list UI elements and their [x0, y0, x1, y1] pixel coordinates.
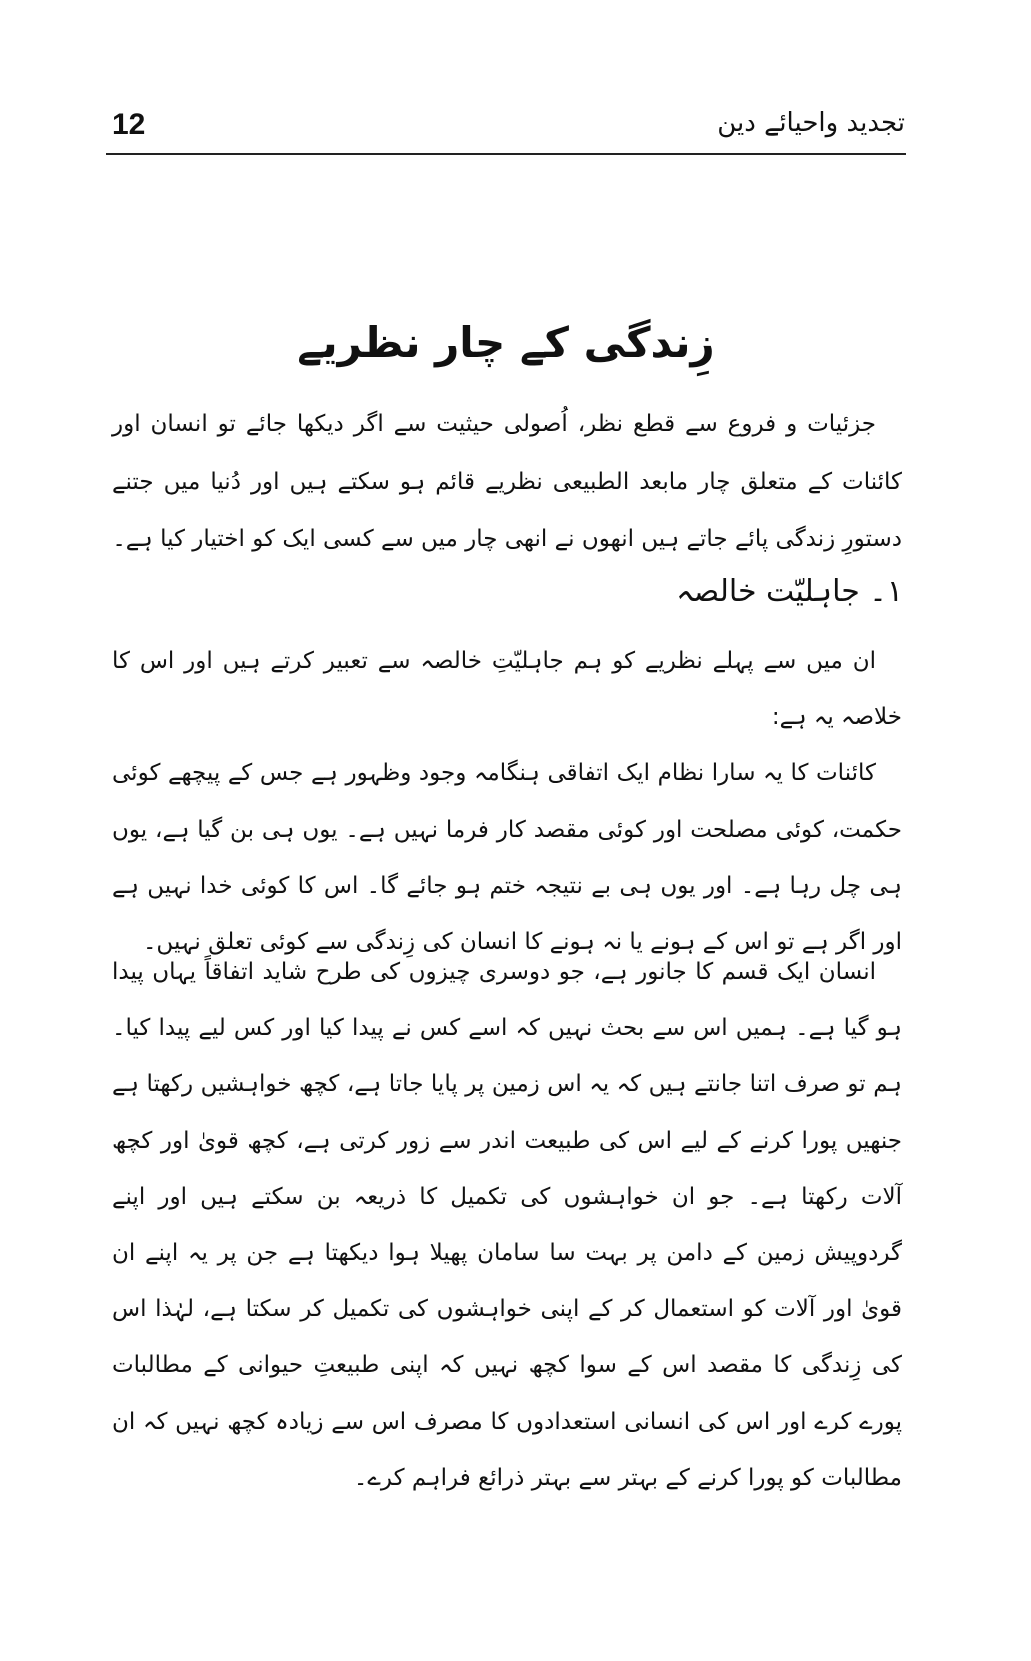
chapter-title: زِندگی کے چار نظریے	[297, 318, 715, 367]
section-lead: ان میں سے پہلے نظریے کو ہم جاہلیّتِ خالصہ سے تعبیر کرتے ہیں اور اس کا خلاصہ یہ ہے:	[112, 648, 902, 731]
paragraph-human: انسان ایک قسم کا جانور ہے، جو دوسری چیزوں کی طرح شاید اتفاقاً یہاں پیدا ہو گیا ہے۔ ہمیں اس سے بحث نہیں کہ اسے کس نے پیدا کیا اور کس لیے پیدا کیا۔ ہم تو صرف اتنا جانتے ہیں کہ یہ اس زمین پر پایا جاتا ہے، کچھ خواہشیں رکھتا ہے جنھیں پورا کرنے کے لیے اس کی طبیعت اندر سے زور کرتی ہے، کچھ قویٰ اور کچھ آلات رکھتا ہے۔ جو ان خواہشوں کی تکمیل کا ذریعہ بن سکتے ہیں اور اپنے گردوپیش زمین کے دامن پر بہت سا سامان پھیلا ہوا دیکھتا ہے جن پر یہ اپنے ان قویٰ اور آلات کو استعمال کر کے اپنی خواہشوں کی تکمیل کر سکتا ہے، لہٰذا اس کی زِندگی کا مقصد اس کے سوا کچھ نہیں کہ اپنی طبیعتِ حیوانی کے مطالبات پورے کرے اور اس کی انسانی استعدادوں کا مصرف اس سے زیادہ کچھ نہیں کہ ان مطالبات کو پورا کرنے کے بہتر سے بہتر ذرائع فراہم کرے۔	[112, 959, 902, 1491]
section-heading: ۱۔ جاہلیّت خالصہ	[676, 574, 903, 609]
intro-paragraph: جزئیات و فروع سے قطع نظر، اُصولی حیثیت سے اگر دیکھا جائے تو انسان اور کائنات کے متعلق چار مابعد الطبیعی نظریے قائم ہو سکتے ہیں اور دُنیا میں جتنے دستورِ زندگی پائے جاتے ہیں انھوں نے انھی چار میں سے کسی ایک کو اختیار کیا ہے۔	[112, 411, 902, 552]
section-body-part2	[112, 944, 902, 1506]
running-title: تجدید واحیائے دین	[717, 108, 905, 138]
header-rule	[106, 153, 906, 155]
paragraph-cosmos: کائنات کا یہ سارا نظام ایک اتفاقی ہنگامہ وجود وظہور ہے جس کے پیچھے کوئی حکمت، کوئی مصلحت اور کوئی مقصد کار فرما نہیں ہے۔ یوں ہی بن گیا ہے، یوں ہی چل رہا ہے۔ اور یوں ہی بے نتیجہ ختم ہو جائے گا۔ اس کا کوئی خدا نہیں ہے اور اگر ہے تو اس کے ہونے یا نہ ہونے کا انسان کی زِندگی سے کوئی تعلق نہیں۔	[112, 760, 902, 956]
intro-paragraph-block	[112, 396, 902, 569]
page-number: 12	[112, 108, 146, 141]
section-body-part1	[112, 633, 902, 970]
